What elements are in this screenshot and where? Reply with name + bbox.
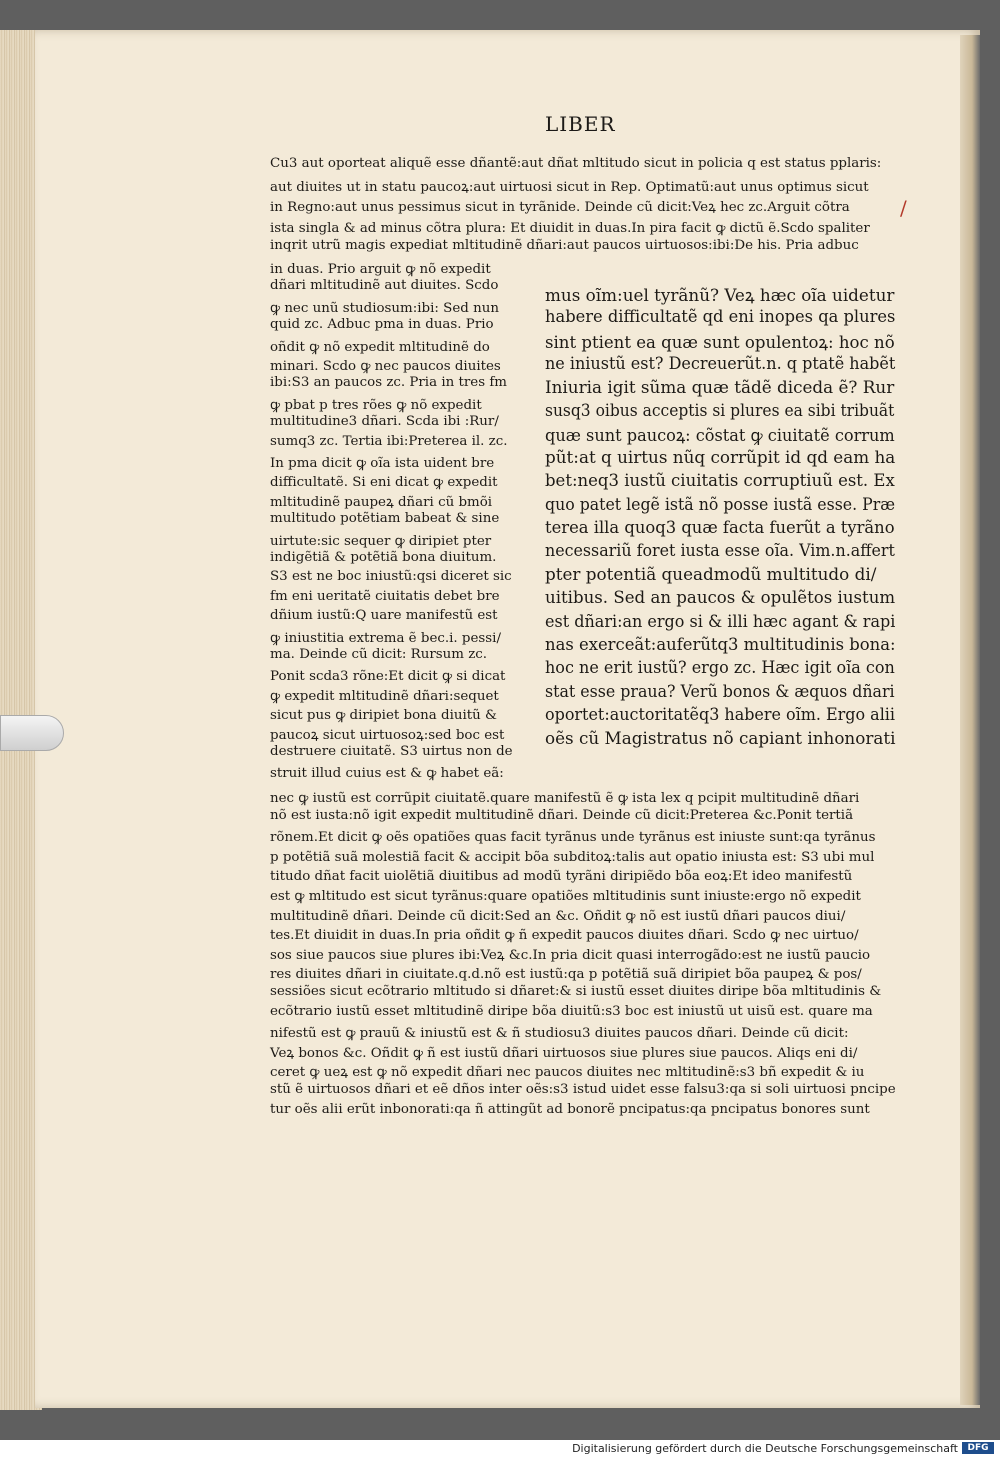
text-line: quid zc. Adbuc pma in duas. Prio — [270, 317, 494, 333]
text-line: tes.Et diuidit in duas.In pria oñdit ꝙ ñ expedit paucos diuites dñari. Scdo ꝙ nec uirtuo/ — [270, 928, 859, 944]
text-line: stũ ẽ uirtuosos dñari et eẽ dños inter oẽs:s3 istud uidet esse falsu3:qa si soli uirtuosi pncipe — [270, 1082, 896, 1097]
text-line: bet:neq3 iustũ ciuitatis corruptiuũ est. Ex — [545, 470, 895, 491]
text-line: susq3 oibus acceptis si plures ea sibi tribuãt — [545, 400, 895, 420]
text-line: aut diuites ut in statu paucoꝝ:aut uirtuosi sicut in Rep. Optimatũ:aut unus optimus sicut — [270, 179, 869, 195]
text-line: res diuites dñari in ciuitate.q.d.nõ est iustũ:qa p potẽtiã suã diripiet bõa paupeꝝ & pos/ — [270, 967, 862, 983]
text-line: sos siue paucos siue plures ibi:Veꝝ &c.In pria dicit quasi interrogãdo:est ne iustũ paucio — [270, 947, 871, 963]
text-line: nas exerceãt:auferũtq3 multitudinis bona: — [545, 634, 896, 654]
text-line: ma. Deinde cũ dicit: Rursum zc. — [270, 647, 488, 662]
footer-credit: Digitalisierung gefördert durch die Deutsche Forschungsgemeinschaft — [572, 1442, 958, 1455]
text-line: rõnem.Et dicit ꝙ oẽs opatiões quas facit tyrãnus unde tyrãnus est iniuste sunt:qa tyrãnus — [270, 830, 876, 846]
text-line: stat esse praua? Verũ bonos & æquos dñari — [545, 680, 895, 701]
dfg-logo: DFG — [962, 1442, 994, 1454]
text-line: uitibus. Sed an paucos & opulẽtos iustum — [545, 587, 896, 608]
text-line: fm eni ueritatẽ ciuitatis debet bre — [270, 588, 500, 604]
text-line: uirtute:sic sequer ꝙ diripiet pter — [270, 533, 492, 549]
text-line: est dñari:an ergo si & illi hæc agant & rapi — [545, 610, 896, 631]
text-line: est ꝙ mltitudo est sicut tyrãnus:quare opatiões mltitudinis sunt iniuste:ergo nõ expedit — [270, 889, 861, 904]
text-line: In pma dicit ꝙ oĩa ista uident bre — [270, 456, 495, 471]
text-line: nec ꝙ iustũ est corrũpit ciuitatẽ.quare manifestũ ẽ ꝙ ista lex q pcipit multitudinẽ dñari — [270, 791, 860, 806]
page-header: LIBER — [545, 112, 616, 136]
text-line: p potẽtiã suã molestiã facit & accipit bõa subditoꝝ:talis aut opatio iniusta est: S3 ubi mul — [270, 849, 875, 865]
text-line: Ponit scda3 rõne:Et dicit ꝙ si dicat — [270, 669, 506, 685]
text-line: pter potentiã queadmodũ multitudo di/ — [545, 563, 877, 584]
text-line: multitudinẽ dñari. Deinde cũ dicit:Sed an &c. Oñdit ꝙ nõ est iustũ dñari paucos diui/ — [270, 908, 846, 924]
text-line: pũt:at q uirtus nũq corrũpit id qd eam ha — [545, 446, 896, 467]
text-line: titudo dñat facit uiolẽtiã diuitibus ad modũ tyrãni diripiẽdo bõa eoꝝ:Et ideo manifestũ — [270, 869, 853, 885]
text-line: sessiões sicut ecõtrario mltitudo si dñaret:& si iustũ esset diuites diripe bõa mltitudinis & — [270, 984, 882, 999]
text-line: S3 est ne boc iniustũ:qsi diceret sic — [270, 569, 512, 585]
text-line: tur oẽs alii erũt inbonorati:qa ñ attingũt ad bonorẽ pncipatus:qa pncipatus bonores sunt — [270, 1101, 870, 1117]
text-line: quæ sunt paucoꝝ: cõstat ꝙ ciuitatẽ corrum — [545, 425, 895, 446]
footer-bar — [0, 1440, 1000, 1457]
text-line: struit illud cuius est & ꝙ habet eã: — [270, 766, 504, 782]
text-line: mus oĩm:uel tyrãnũ? Veꝝ hæc oĩa uidetur — [545, 285, 895, 305]
text-line: in Regno:aut unus pessimus sicut in tyrãnide. Deinde cũ dicit:Veꝝ hec zc.Arguit cõtra — [270, 200, 850, 216]
text-line: inqrit utrũ magis expediat mltitudinẽ dñari:aut paucos uirtuosos:ibi:De his. Pria adbuc — [270, 238, 859, 254]
text-line: mltitudinẽ paupeꝝ dñari cũ bmõi — [270, 494, 493, 510]
text-line: nifestũ est ꝙ prauũ & iniustũ est & ñ studiosu3 diuites paucos dñari. Deinde cũ dicit: — [270, 1026, 849, 1042]
text-line: paucoꝝ sicut uirtuosoꝝ:sed boc est — [270, 727, 505, 743]
text-line: habere difficultatẽ qd eni inopes qa plures — [545, 306, 896, 327]
text-line: dñium iustũ:Q uare manifestũ est — [270, 608, 498, 624]
text-line: ꝙ expedit mltitudinẽ dñari:sequet — [270, 688, 499, 704]
text-line: multitudine3 dñari. Scda ibi :Rur/ — [270, 414, 499, 430]
text-line: necessariũ foret iusta esse oĩa. Vim.n.affert — [545, 540, 895, 561]
text-line: oportet:auctoritatẽq3 habere oĩm. Ergo alii — [545, 704, 896, 725]
text-line: ista singla & ad minus cõtra plura: Et diuidit in duas.In pira facit ꝙ dictũ ẽ.Scdo spaliter — [270, 220, 870, 236]
text-line: ꝙ iniustitia extrema ẽ bec.i. pessi/ — [270, 630, 501, 646]
text-line: Cu3 aut oporteat aliquẽ esse dñantẽ:aut dñat mltitudo sicut in policia q est status pplaris: — [270, 156, 882, 171]
text-line: hoc ne erit iustũ? ergo zc. Hæc igit oĩa con — [545, 657, 895, 678]
text-line: nõ est iusta:nõ igit expedit multitudinẽ dñari. Deinde cũ dicit:Preterea &c.Ponit tertiã — [270, 807, 854, 823]
text-line: terea illa quoq3 quæ facta fuerũt a tyrãno — [545, 517, 895, 537]
red-stroke-icon: / — [900, 196, 907, 220]
text-line: ne iniustũ est? Decreuerũt.n. q ptatẽ habẽt — [545, 353, 896, 374]
text-line: Iniuria igit sũma quæ tãdẽ diceda ẽ? Rur — [545, 376, 895, 397]
text-line: ibi:S3 an paucos zc. Pria in tres fm — [270, 375, 507, 391]
text-line: sumq3 zc. Tertia ibi:Preterea il. zc. — [270, 433, 508, 449]
text-line: oẽs cũ Magistratus nõ capiant inhonorati — [545, 727, 896, 748]
text-line: ecõtrario iustũ esset mltitudinẽ diripe bõa diuitũ:s3 boc est iniustũ ut uisũ est. quare ma — [270, 1003, 873, 1019]
page-fold-shadow — [960, 35, 980, 1405]
text-line: Veꝝ bonos &c. Oñdit ꝙ ñ est iustũ dñari uirtuosos siue plures siue paucos. Aliqs eni di/ — [270, 1045, 858, 1061]
text-line: in duas. Prio arguit ꝙ nõ expedit — [270, 262, 491, 277]
text-line: difficultatẽ. Si eni dicat ꝙ expedit — [270, 475, 498, 491]
text-line: sint ptient ea quæ sunt opulentoꝝ: hoc nõ — [545, 331, 895, 352]
page-clip-tab — [0, 715, 64, 751]
text-line: oñdit ꝙ nõ expedit mltitudinẽ do — [270, 339, 490, 355]
text-line: dñari mltitudinẽ aut diuites. Scdo — [270, 278, 499, 294]
text-line: indigẽtiã & potẽtiã bona diuitum. — [270, 550, 497, 565]
text-line: ꝙ nec unũ studiosum:ibi: Sed nun — [270, 300, 499, 316]
text-line: ceret ꝙ ueꝝ est ꝙ nõ expedit dñari nec paucos diuites nec mltitudinẽ:s3 bñ expedit & iu — [270, 1065, 865, 1081]
text-line: minari. Scdo ꝙ nec paucos diuites — [270, 359, 501, 374]
text-line: ꝙ pbat p tres rões ꝙ nõ expedit — [270, 397, 482, 413]
text-line: quo patet legẽ istã nõ posse iustã esse. Præ — [545, 493, 896, 514]
text-line: destruere ciuitatẽ. S3 uirtus non de — [270, 744, 513, 759]
text-line: multitudo potẽtiam babeat & sine — [270, 511, 500, 527]
text-line: sicut pus ꝙ diripiet bona diuitũ & — [270, 708, 497, 724]
